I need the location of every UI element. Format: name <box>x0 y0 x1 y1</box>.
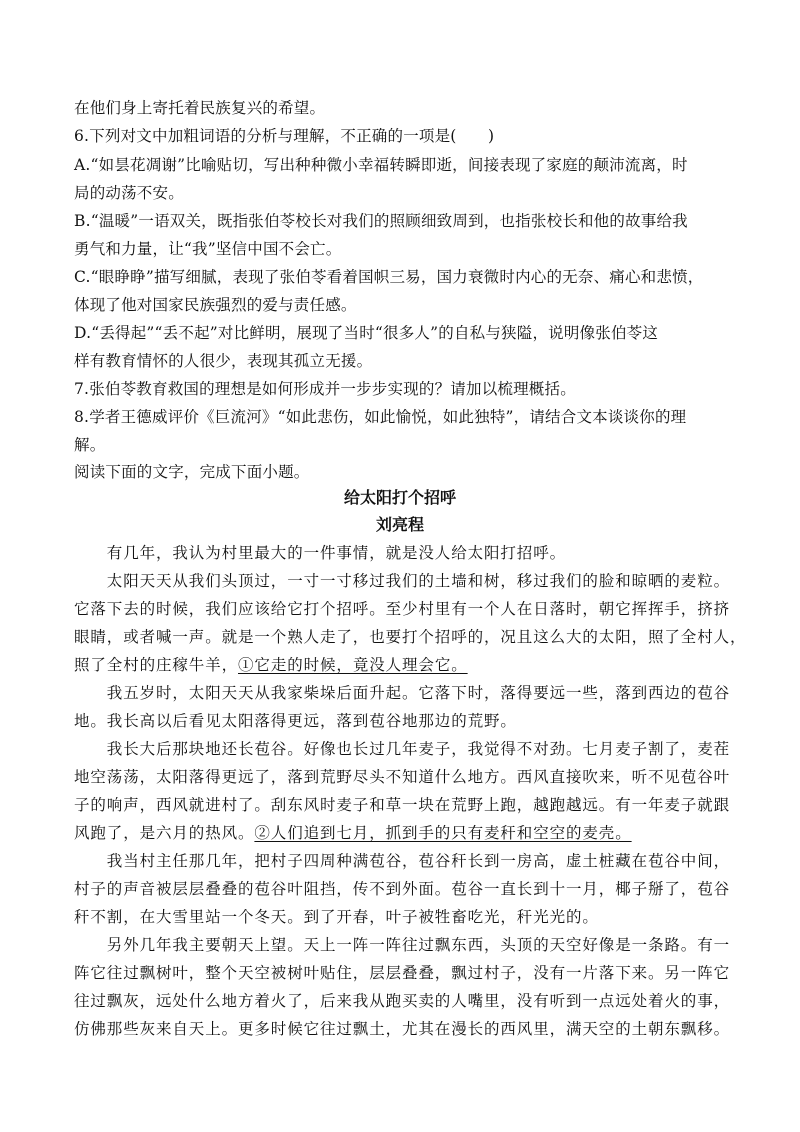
option-a: A.“如昙花凋谢”比喻贴切，写出种种微小幸福转瞬即逝，间接表现了家庭的颠沛流离，时 <box>74 156 688 174</box>
question-7: 7.张伯苓教育救国的理想是如何形成并一步步实现的？请加以梳理概括。 <box>74 380 576 398</box>
paragraph-4-line: 子的响声，西风就进村了。刮东风时麦子和草一块在荒野上跑，越跑越远。有一年麦子就跟 <box>74 796 731 814</box>
option-c: C.“眼睁睁”描写细腻，表现了张伯苓看着国帜三易，国力衰微时内心的无奈、痛心和悲愤， <box>74 268 704 286</box>
paragraph-6-line: 仿佛那些灰来自天上。更多时候它往过飘土，尤其在漫长的西风里，满天空的土朝东飘移。 <box>74 1020 731 1038</box>
option-b-cont: 勇气和力量，让“我”坚信中国不会亡。 <box>74 240 342 258</box>
paragraph-5-line: 我当村主任那几年，把村子四周种满苞谷，苞谷秆长到一房高，虚土桩藏在苞谷中间， <box>74 852 731 870</box>
paragraph-2-line: 它落下去的时候，我们应该给它打个招呼。至少村里有一个人在日落时，朝它挥挥手，挤挤 <box>74 600 731 618</box>
text-line: 在他们身上寄托着民族复兴的希望。 <box>74 99 326 117</box>
paragraph-4-line: 我长大后那块地还长苞谷。好像也长过几年麦子，我觉得不对劲。七月麦子割了，麦茬 <box>74 740 731 758</box>
paragraph-3-line: 地。我长高以后看见太阳落得更远，落到苞谷地那边的荒野。 <box>74 712 517 730</box>
paragraph-2-line: 太阳天天从我们头顶过，一寸一寸移过我们的土墙和树，移过我们的脸和晾晒的麦粒。 <box>74 572 731 590</box>
paragraph-5-line: 村子的声音被层层叠叠的苞谷叶阻挡，传不到外面。苞谷一直长到十一月，椰子掰了，苞谷 <box>74 880 731 898</box>
paragraph-text: 风跑了，是六月的热风。 <box>74 824 255 842</box>
paragraph-2-line <box>74 654 726 676</box>
option-a-cont: 局的动荡不安。 <box>74 184 184 202</box>
option-d: D.“丢得起”“丢不起”对比鲜明，展现了当时“很多人”的自私与狭隘，说明像张伯苓这 <box>74 324 659 342</box>
paragraph-3-line: 我五岁时，太阳天天从我家柴垛后面升起。它落下时，落得要远一些，落到西边的苞谷 <box>74 684 731 702</box>
paragraph-6-line: 另外几年我主要朝天上望。天上一阵一阵往过飘东西，头顶的天空好像是一条路。有一 <box>74 936 731 954</box>
option-d-cont: 样有教育情怀的人很少，表现其孤立无援。 <box>74 352 373 370</box>
paragraph-6-line: 往过飘灰，远处什么地方着火了，后来我从跑买卖的人嘴里，没有听到一点远处着火的事， <box>74 992 731 1010</box>
reading-instruction: 阅读下面的文字，完成下面小题。 <box>74 463 310 481</box>
paragraph-text: 照了全村的庄稼牛羊， <box>74 656 239 674</box>
question-8-cont: 解。 <box>74 436 106 454</box>
question-8: 8.学者王德威评价《巨流河》“如此悲伤，如此愉悦，如此独特”，请结合文本谈谈你的理 <box>74 408 687 426</box>
underlined-sentence-2: ②人们追到七月，抓到手的只有麦秆和空空的麦壳。 <box>254 824 632 842</box>
paragraph-1: 有几年，我认为村里最大的一件事情，就是没人给太阳打招呼。 <box>74 544 567 562</box>
paragraph-5-line: 秆不割，在大雪里站一个冬天。到了开春，叶子被牲畜吃光，秆光光的。 <box>74 908 599 926</box>
option-c-cont: 体现了他对国家民族强烈的爱与责任感。 <box>74 296 357 314</box>
paragraph-4-line <box>74 822 726 844</box>
option-b: B.“温暖”一语双关，既指张伯苓校长对我们的照顾细致周到，也指张校长和他的故事给我 <box>74 212 688 230</box>
underlined-sentence-1: ①它走的时候，竟没人理会它。 <box>238 656 468 674</box>
question-6-stem: 6.下列对文中加粗词语的分析与理解，不正确的一项是( ) <box>74 127 495 145</box>
article-author: 刘亮程 <box>375 515 424 534</box>
paragraph-6-line: 阵它往过飘树叶，整个天空被树叶贴住，层层叠叠，飘过村子，没有一片落下来。另一阵它 <box>74 964 731 982</box>
paragraph-4-line: 地空荡荡，太阳落得更远了，落到荒野尽头不知道什么地方。西风直接吹来，听不见苞谷叶 <box>74 768 731 786</box>
paragraph-2-line: 眼睛，或者喊一声。就是一个熟人走了，也要打个招呼的，况且这么大的太阳，照了全村人， <box>74 628 747 646</box>
article-title: 给太阳打个招呼 <box>343 488 456 507</box>
